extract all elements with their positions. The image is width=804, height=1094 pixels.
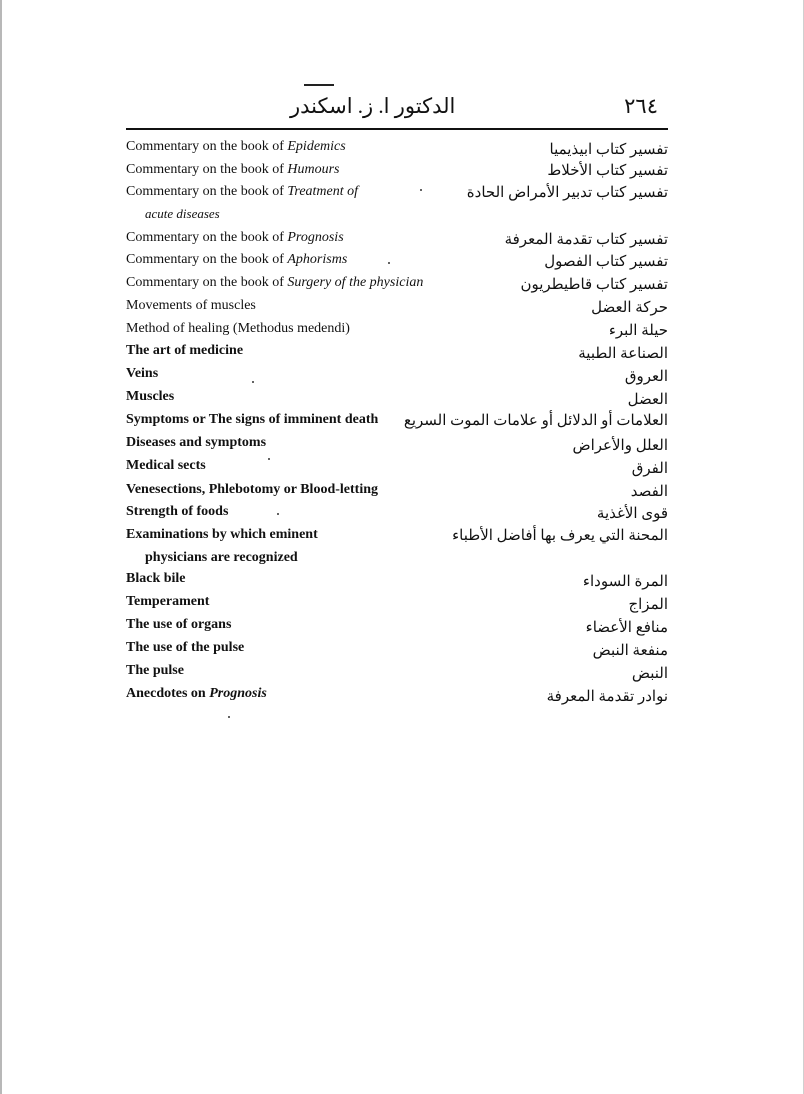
entry-english: Method of healing (Methodus medendi) [126, 321, 350, 336]
entry-arabic: حيلة البرء [608, 323, 668, 339]
entry-english: Commentary on the book of Prognosis [126, 230, 344, 245]
entry-arabic: قوى الأغذية [596, 506, 668, 522]
entry-english: Temperament [126, 594, 210, 609]
entry-arabic: المرة السوداء [582, 574, 668, 590]
entry-arabic: الصناعة الطبية [578, 346, 668, 362]
entry-english: The art of medicine [126, 343, 244, 358]
entry-arabic: العلامات أو الدلائل أو علامات الموت السريع [403, 413, 668, 429]
scan-speck [228, 716, 230, 718]
page-number: ٢٦٤ [624, 94, 658, 118]
entry-english: The use of the pulse [126, 640, 245, 655]
entry-arabic: تفسير كتاب الأخلاط [547, 163, 668, 179]
entry-english: Medical sects [126, 458, 206, 473]
scan-speck [420, 189, 422, 191]
entry-english: Diseases and symptoms [126, 435, 267, 450]
entry-english: Movements of muscles [126, 298, 256, 313]
entry-english: Commentary on the book of Epidemics [126, 139, 346, 154]
entry-english: Commentary on the book of Humours [126, 162, 340, 177]
entry-arabic: منافع الأعضاء [585, 620, 668, 636]
entry-english: Muscles [126, 389, 175, 404]
entry-english: Commentary on the book of Aphorisms [126, 252, 348, 267]
entry-arabic: الفصد [630, 484, 668, 500]
entry-english: Venesections, Phlebotomy or Blood-letting [126, 482, 378, 497]
entry-arabic: تفسير كتاب ابيذيميا [549, 142, 668, 158]
entry-arabic: نوادر تقدمة المعرفة [546, 689, 668, 705]
entry-arabic: المزاج [628, 597, 668, 613]
entry-english-continuation: acute diseases [145, 206, 220, 221]
entry-english: Commentary on the book of Treatment of [126, 184, 359, 199]
scan-speck [268, 458, 270, 460]
entry-english: Symptoms or The signs of imminent death [126, 412, 379, 427]
scan-speck [252, 381, 254, 383]
entry-english-continuation: physicians are recognized [145, 550, 298, 565]
entry-arabic: النبض [631, 666, 668, 682]
entry-arabic: المحنة التي يعرف بها أفاضل الأطباء [452, 528, 668, 544]
entry-english: Anecdotes on Prognosis [126, 686, 267, 701]
entry-arabic: العلل والأعراض [572, 438, 668, 454]
entry-arabic: منفعة النبض [592, 643, 668, 659]
entry-english: Strength of foods [126, 504, 229, 519]
scan-speck [277, 513, 279, 515]
entry-english: Black bile [126, 571, 186, 586]
entry-arabic: تفسير كتاب تقدمة المعرفة [504, 232, 668, 248]
entry-arabic: العضل [627, 392, 668, 408]
entry-english: Commentary on the book of Surgery of the physician [126, 275, 424, 290]
entry-arabic: تفسير كتاب تدبير الأمراض الحادة [466, 185, 668, 201]
entry-arabic: حركة العضل [591, 300, 668, 316]
scan-speck [388, 262, 390, 264]
entry-arabic: العروق [624, 369, 668, 385]
entry-english: Examinations by which eminent [126, 527, 318, 542]
running-head-author: الدكتور ا. ز. اسكندر [290, 94, 456, 118]
entry-english: The pulse [126, 663, 184, 678]
entry-arabic: تفسير كتاب الفصول [544, 254, 668, 270]
entry-arabic: الفرق [631, 461, 668, 477]
entry-english: The use of organs [126, 617, 232, 632]
entry-english: Veins [126, 366, 159, 381]
entry-arabic: تفسير كتاب قاطيطريون [520, 277, 668, 293]
